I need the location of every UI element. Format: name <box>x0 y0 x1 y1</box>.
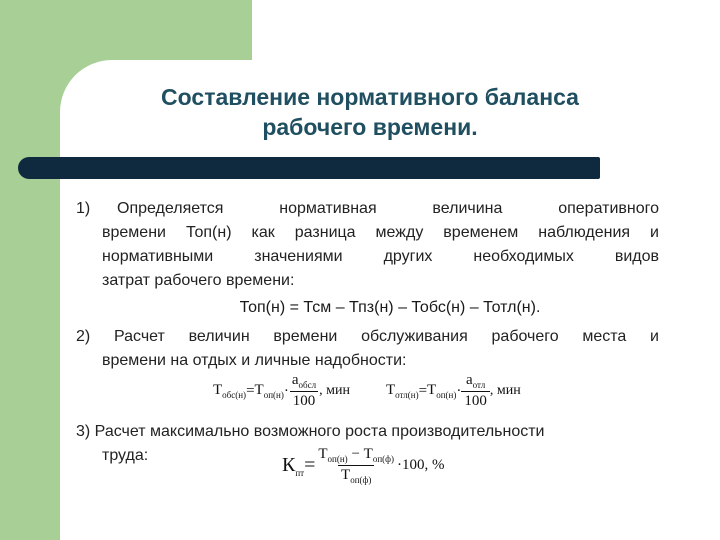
otl-fraction-numerator: $а_{отл}$ <box>465 372 486 390</box>
operative-time-formula: Топ(н) = Тсм – Тпз(н) – Тобс(н) – Тотл(н). <box>239 299 541 316</box>
obs-rhs: $Т_{оп(н)}$ <box>254 382 284 400</box>
title-line-1: Составление нормативного баланса <box>161 84 579 110</box>
otl-fraction-denominator: 100 <box>461 391 490 410</box>
otl-lhs: $Т_{отл(н)}$ <box>386 382 419 400</box>
growth-fraction-numerator: $Т_{оп(н)} - Т_{оп(ф)}$ <box>318 446 394 464</box>
growth-fraction <box>315 446 397 485</box>
title-line-2: рабочего времени. <box>262 114 478 140</box>
item-3-line-2: труда: <box>102 447 149 464</box>
item-3-line-1: 3) Расчет максимально возможного роста производительности <box>76 423 545 440</box>
item-1-number: 1) <box>76 200 91 217</box>
obs-dot: · <box>283 382 289 399</box>
item-1-line-3: нормативными значениями других необходимых видов <box>102 248 659 265</box>
obs-eq-sign: = <box>246 382 255 399</box>
title-divider-bar <box>18 157 600 179</box>
obs-unit: , мин <box>319 383 350 398</box>
item-2-line-1: 2) Расчет величин времени обслуживания рабочего места и <box>76 328 659 345</box>
rest-time-formula <box>386 372 521 410</box>
otl-dot: · <box>456 382 462 399</box>
item-1-line-1: Определяется нормативная величина оперативного <box>117 200 659 217</box>
growth-eq-sign: = <box>304 454 316 476</box>
growth-fraction-denominator: $Т_{оп(ф)}$ <box>338 465 374 485</box>
item-2-line-2: времени на отдых и личные надобности: <box>102 352 407 369</box>
obs-fraction-denominator: 100 <box>290 391 319 410</box>
growth-tail: ·100, % <box>396 457 445 473</box>
service-time-formula <box>213 372 350 410</box>
otl-fraction <box>461 372 490 410</box>
obs-fraction <box>289 372 319 410</box>
obs-fraction-numerator: $а_{обсл}$ <box>291 372 317 390</box>
slide-title <box>60 82 680 142</box>
obs-lhs: $Т_{обс(н)}$ <box>213 382 247 400</box>
growth-lhs: $К_{пт}$ <box>282 453 305 478</box>
otl-rhs: $Т_{оп(н)}$ <box>427 382 457 400</box>
otl-unit: , мин <box>489 383 521 398</box>
productivity-growth-formula <box>282 446 444 485</box>
otl-eq-sign: = <box>418 382 428 399</box>
item-1-line-4: затрат рабочего времени: <box>102 272 295 289</box>
item-1-line-2: времени Топ(н) как разница между временем наблюдения и <box>102 224 659 241</box>
